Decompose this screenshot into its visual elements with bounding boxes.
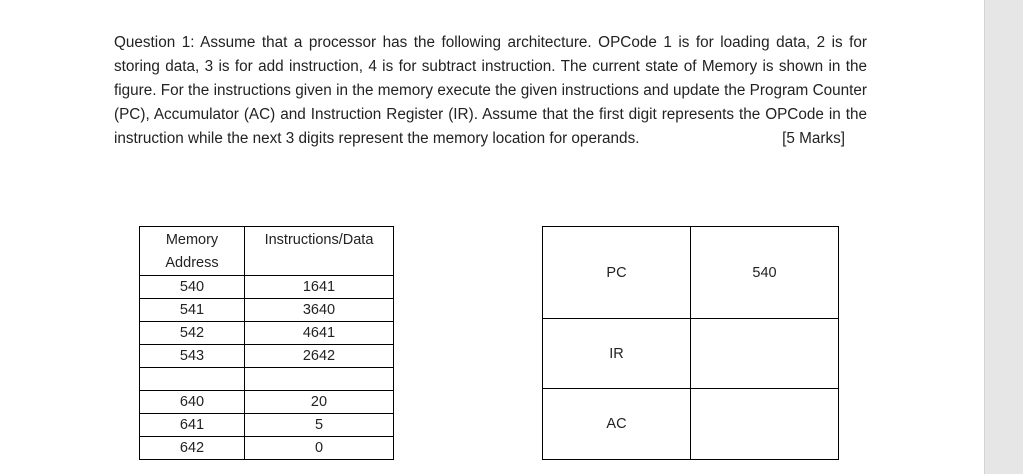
value-cell — [245, 368, 394, 391]
question-text — [114, 31, 867, 151]
table-row — [140, 299, 394, 322]
address-cell: 642 — [140, 437, 245, 460]
table-row — [140, 437, 394, 460]
header-memory-address: Memory Address — [140, 227, 245, 276]
page-edge-divider — [984, 0, 985, 474]
value-cell: 0 — [245, 437, 394, 460]
register-name-cell: IR — [543, 319, 691, 389]
memory-table-header — [140, 227, 394, 276]
table-row-empty — [140, 368, 394, 391]
table-row — [140, 345, 394, 368]
value-cell: 20 — [245, 391, 394, 414]
table-row — [140, 322, 394, 345]
register-value-cell — [691, 319, 839, 389]
memory-table — [139, 226, 394, 460]
address-cell: 540 — [140, 276, 245, 299]
marks-label: [5 Marks] — [782, 130, 845, 147]
address-cell: 641 — [140, 414, 245, 437]
address-cell: 542 — [140, 322, 245, 345]
address-cell: 543 — [140, 345, 245, 368]
register-value-cell: 540 — [691, 227, 839, 319]
register-row-ac — [543, 389, 839, 460]
value-cell: 5 — [245, 414, 394, 437]
register-row-pc — [543, 227, 839, 319]
table-row — [140, 276, 394, 299]
value-cell: 1641 — [245, 276, 394, 299]
value-cell: 2642 — [245, 345, 394, 368]
register-row-ir — [543, 319, 839, 389]
question-body: Question 1: Assume that a processor has the following architecture. OPCode 1 is for loading data, 2 is for storing data, 3 is for add instruction, 4 is for subtract instruction. The current state of Memory is shown in the figure. For the instructions given in the memory execute the given instructions and update the Program Counter (PC), Accumulator (AC) and Instruction Register (IR). Assume that the first digit represents the OPCode in the instruction while the next 3 digits represent the memory location for operands. — [114, 34, 867, 147]
value-cell: 4641 — [245, 322, 394, 345]
register-name-cell: PC — [543, 227, 691, 319]
address-cell: 640 — [140, 391, 245, 414]
register-value-cell — [691, 389, 839, 460]
table-row — [140, 414, 394, 437]
address-cell — [140, 368, 245, 391]
register-name-cell: AC — [543, 389, 691, 460]
address-cell: 541 — [140, 299, 245, 322]
scrollbar-gutter[interactable] — [984, 0, 1023, 474]
table-row — [140, 391, 394, 414]
question-paragraph — [114, 31, 867, 151]
header-instructions-data: Instructions/Data — [245, 227, 394, 276]
value-cell: 3640 — [245, 299, 394, 322]
register-table — [542, 226, 839, 460]
